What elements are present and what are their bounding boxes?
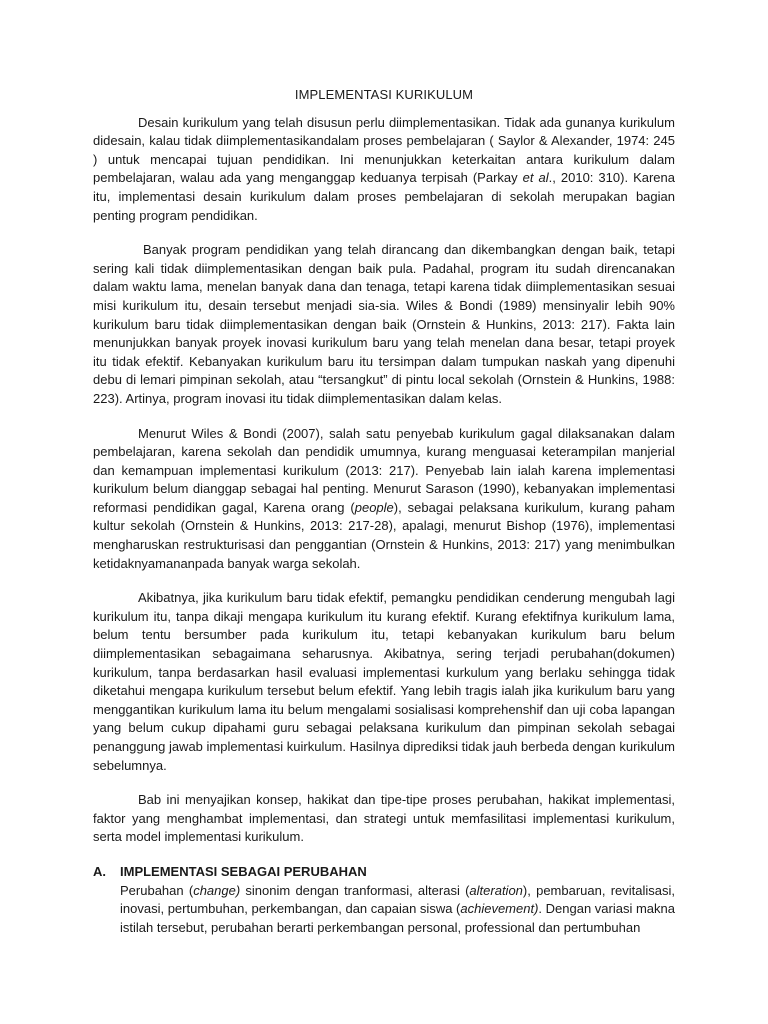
paragraph-1 bbox=[93, 114, 675, 226]
document-title: IMPLEMENTASI KURIKULUM bbox=[294, 87, 474, 102]
text-run: Banyak program pendidikan yang telah dirancang dan dikembangkan dengan baik, tetapi sering kali tidak diimplementasikan dengan baik pula. Padahal, program itu sudah direncanakan dalam waktu lama, menelan banyak dana dan tenaga, tetapi karena tidak diimplementasikan sesuai misi kurikulum itu, desain tersebut menjadi sia-sia. Wiles & Bondi (1989) mensinyalir lebih 90% kurikulum baru tidak diimplementasikan dengan baik (Ornstein & Hunkins, 2013: 217). Fakta lain menunjukkan banyak proyek inovasi kurikulum baru yang telah menelan dana besar, tetapi proyek itu tidak efektif. Kebanyakan kurikulum baru itu tersimpan dalam tumpukan naskah yang dipenuhi debu di lemari pimpinan sekolah, atau “tersangkut” di pintu local sekolah (Ornstein & Hunkins, 1988: 223). Artinya, program inovasi itu tidak diimplementasikan dalam kelas. bbox=[93, 242, 675, 406]
text-run: ), pembaruan, revitalisasi, inovasi, pertumbuhan, perkembangan, dan capaian siswa ( bbox=[120, 882, 675, 917]
paragraph-5 bbox=[93, 791, 675, 847]
italic-term: achievement) bbox=[460, 901, 539, 917]
section-body bbox=[120, 882, 675, 938]
text-run: sinonim dengan tranformasi, alterasi ( bbox=[240, 882, 470, 898]
section-letter: A. bbox=[93, 863, 106, 879]
paragraph-4 bbox=[93, 589, 675, 775]
paragraph-2 bbox=[93, 241, 675, 408]
text-run: Bab ini menyajikan konsep, hakikat dan tipe-tipe proses perubahan, hakikat implementasi, faktor yang menghambat implementasi, dan strategi untuk memfasilitasi implementasi kurikulum, serta model implementasi kurikulum. bbox=[93, 792, 675, 845]
text-run: ), sebagai pelaksana kurikulum, kurang paham kultur sekolah (Ornstein & Hunkins, 2013: 217-28), apalagi, menurut Bishop (1976), implementasi mengharuskan restrukturisasi dan penggantian (Ornstein & Hunkins, 2013: 217) yang menimbulkan ketidaknyamananpada banyak warga sekolah. bbox=[93, 499, 676, 571]
italic-term: alteration bbox=[469, 882, 523, 898]
document-page bbox=[93, 86, 675, 937]
section-heading bbox=[93, 863, 675, 882]
text-run: Akibatnya, jika kurikulum baru tidak efektif, pemangku pendidikan cenderung mengubah lagi kurikulum itu, tanpa dikaji mengapa kurikulum itu kurang efektif. Kurang efektifnya kurikulum lama, belum tentu bersumber pada kurikulum itu, tetapi kebanyakan kurikulum baru belum diimplementasikan sebagaimana seharusnya. Akibatnya, sering terjadi perubahan(dokumen) kurikulum, tanpa berdasarkan hasil evaluasi implementasi kurkulum yang berlaku sehingga tidak diketahui mengapa kurikulum tersebut belum efektif. Yang lebih tragis ialah jika kurikulum baru yang menggantikan kurikulum lama itu belum mengalami sosialisasi komprehenshif dan uji coba lapangan yang belum cukup dipahami guru sebagai pelaksana kurikulum dan pimpinan sekolah sebagai penanggung jawab implementasi kuirkulum. Hasilnya diprediksi tidak jauh berbeda dengan kurikulum sebelumnya. bbox=[93, 590, 675, 773]
italic-term: change) bbox=[193, 882, 241, 898]
paragraph-3 bbox=[93, 425, 675, 574]
text-run: . Dengan variasi makna istilah tersebut, perubahan berarti perkembangan personal, professional dan pertumbuhan bbox=[120, 901, 675, 935]
text-run: ., 2010: 310). Karena itu, implementasi desain kurikulum dalam proses pembelajaran di sekolah merupakan bagian penting program pendidikan. bbox=[93, 170, 675, 223]
text-run: Desain kurikulum yang telah disusun perlu diimplementasikan. Tidak ada gunanya kurikulum didesain, kalau tidak diimplementasikandalam proses pembelajaran ( Saylor & Alexander, 1974: 245 ) untuk mencapai tujuan pendidikan. Ini menunjukkan keterkaitan antara kurikulum dalam pembelajaran, walau ada yang menganggap keduanya terpisah (Parkay bbox=[93, 114, 675, 186]
section-title: IMPLEMENTASI SEBAGAI PERUBAHAN bbox=[120, 863, 367, 879]
text-run: Menurut Wiles & Bondi (2007), salah satu penyebab kurikulum gagal dilaksanakan dalam pembelajaran, karena sekolah dan pendidik umumnya, kurang menguasai keterampilan manjerial dan kemampuan implementasi kurikulum (2013: 217). Penyebab lain ialah karena implementasi kurikulum belum dianggap sebagai hal penting. Menurut Sarason (1990), kebanyakan implementasi reformasi pendidikan gagal, Karena orang ( bbox=[93, 425, 675, 515]
text-run: Perubahan ( bbox=[120, 882, 194, 898]
italic-term: people bbox=[354, 499, 394, 515]
italic-term: et al bbox=[522, 170, 549, 186]
